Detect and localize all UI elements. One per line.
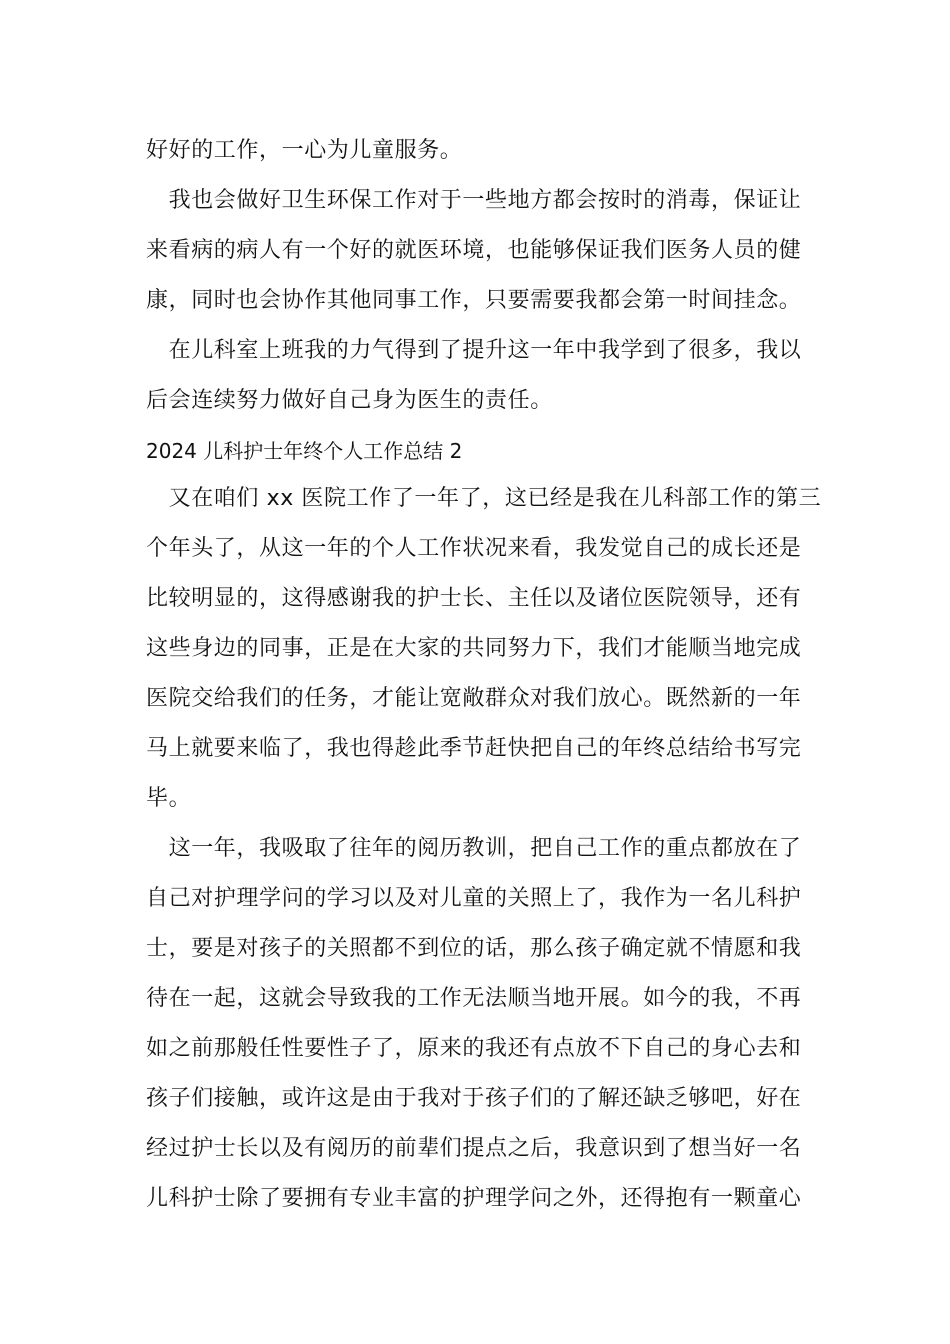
- text-line: 来看病的病人有一个好的就医环境，也能够保证我们医务人员的健: [146, 238, 802, 263]
- text-line: 毕。: [146, 786, 192, 811]
- text-line: 又在咱们 xx 医院工作了一年了，这已经是我在儿科部工作的第三: [146, 486, 822, 511]
- text-line: 这一年，我吸取了往年的阅历教训，把自己工作的重点都放在了: [146, 836, 802, 861]
- section-heading: 2024 儿科护士年终个人工作总结 2: [146, 439, 463, 463]
- text-line: 待在一起，这就会导致我的工作无法顺当地开展。如今的我，不再: [146, 986, 802, 1011]
- text-line: 儿科护士除了要拥有专业丰富的护理学问之外，还得抱有一颗童心: [146, 1186, 802, 1211]
- text-line: 个年头了，从这一年的个人工作状况来看，我发觉自己的成长还是: [146, 536, 802, 561]
- text-line: 士，要是对孩子的关照都不到位的话，那么孩子确定就不情愿和我: [146, 936, 802, 961]
- text-line: 比较明显的，这得感谢我的护士长、主任以及诸位医院领导，还有: [146, 586, 802, 611]
- text-line: 医院交给我们的任务，才能让宽敞群众对我们放心。既然新的一年: [146, 686, 802, 711]
- text-line: 自己对护理学问的学习以及对儿童的关照上了，我作为一名儿科护: [146, 886, 802, 911]
- text-line: 好好的工作，一心为儿童服务。: [146, 138, 463, 163]
- text-line: 这些身边的同事，正是在大家的共同努力下，我们才能顺当地完成: [146, 636, 802, 661]
- text-line: 康，同时也会协作其他同事工作，只要需要我都会第一时间挂念。: [146, 288, 802, 313]
- text-line: 孩子们接触，或许这是由于我对于孩子们的了解还缺乏够吧，好在: [146, 1086, 802, 1111]
- text-line: 马上就要来临了，我也得趁此季节赶快把自己的年终总结给书写完: [146, 736, 802, 761]
- text-line: 经过护士长以及有阅历的前辈们提点之后，我意识到了想当好一名: [146, 1136, 802, 1161]
- text-line: 在儿科室上班我的力气得到了提升这一年中我学到了很多，我以: [146, 338, 802, 363]
- text-line: 后会连续努力做好自己身为医生的责任。: [146, 388, 553, 413]
- text-line: 如之前那般任性要性子了，原来的我还有点放不下自己的身心去和: [146, 1036, 802, 1061]
- text-line: 我也会做好卫生环保工作对于一些地方都会按时的消毒，保证让: [146, 188, 802, 213]
